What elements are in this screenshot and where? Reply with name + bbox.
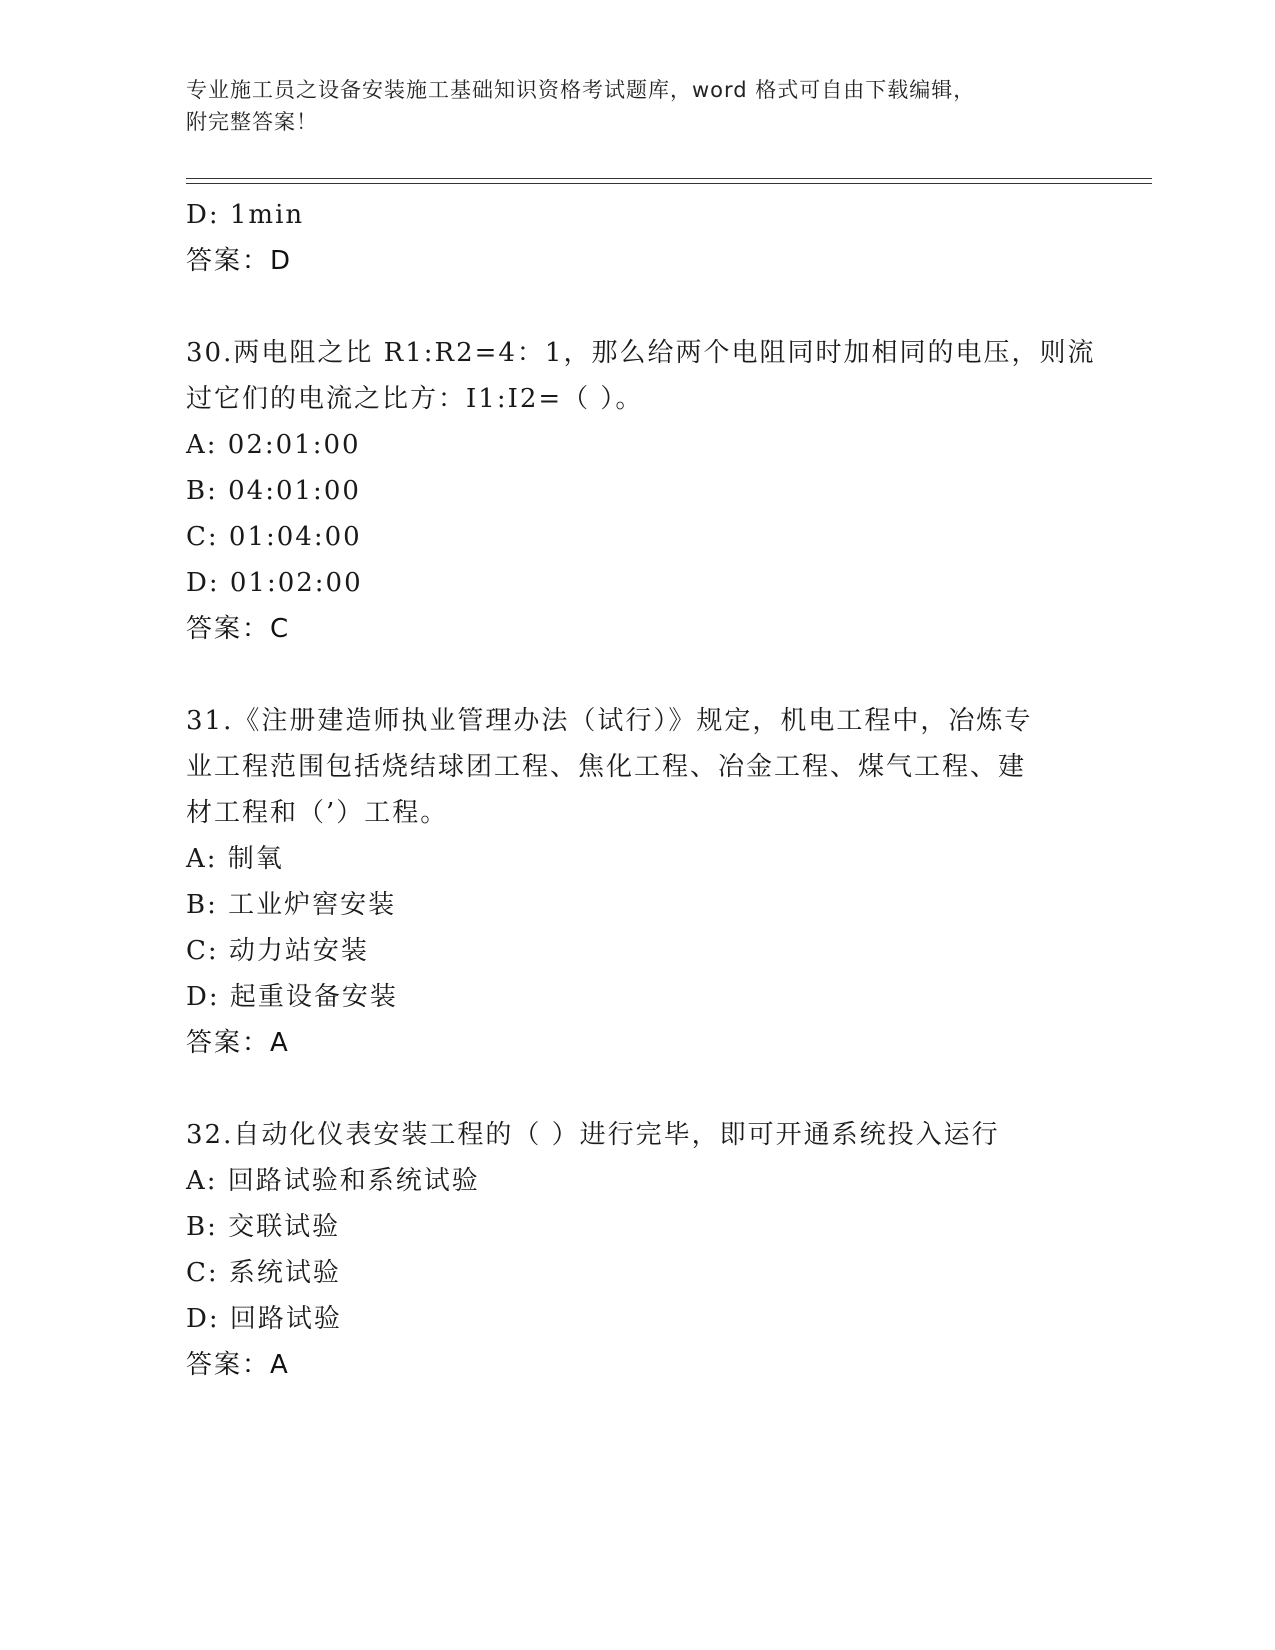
option-b: B: 工业炉窖安装 [186, 890, 397, 920]
header-divider-bottom [186, 183, 1152, 184]
question-stem-line: 过它们的电流之比方：I1:I2=（ ）。 [186, 384, 644, 414]
answer-label: 答案：C [186, 614, 291, 644]
header-title-line-2: 附完整答案！ [186, 110, 318, 134]
option-a: A: 回路试验和系统试验 [186, 1166, 480, 1196]
spacer [186, 1066, 1146, 1112]
answer-label: 答案：A [186, 1350, 290, 1380]
option-a: A: 制氧 [186, 844, 284, 874]
question-content [186, 192, 1146, 1388]
question-32 [186, 1112, 1146, 1388]
option-d: D: 01:02:00 [186, 568, 363, 598]
question-30 [186, 330, 1146, 652]
question-stem-line: 业工程范围包括烧结球团工程、焦化工程、冶金工程、煤气工程、建 [186, 752, 1027, 782]
option-c: C: 动力站安装 [186, 936, 369, 966]
answer-label: 答案：A [186, 1028, 290, 1058]
option-c: C: 系统试验 [186, 1258, 341, 1288]
option-b: B: 04:01:00 [186, 476, 361, 506]
option-d: D: 1min [186, 200, 305, 230]
option-b: B: 交联试验 [186, 1212, 341, 1242]
option-d: D: 回路试验 [186, 1304, 342, 1334]
answer-label: 答案：D [186, 246, 293, 276]
question-stem-line: 31.《注册建造师执业管理办法（试行）》规定，机电工程中，冶炼专 [186, 706, 1033, 736]
header-divider-top [186, 178, 1152, 179]
spacer [186, 284, 1146, 330]
option-a: A: 02:01:00 [186, 430, 361, 460]
question-29-tail [186, 192, 1146, 284]
question-stem-line: 30.两电阻之比 R1:R2=4：1，那么给两个电阻同时加相同的电压，则流 [186, 338, 1096, 368]
question-stem-line: 材工程和（’）工程。 [186, 798, 449, 828]
question-stem-line: 32.自动化仪表安装工程的（ ）进行完毕，即可开通系统投入运行 [186, 1120, 1000, 1150]
document-header [186, 74, 1086, 138]
header-title-line-1: 专业施工员之设备安装施工基础知识资格考试题库，word 格式可自由下载编辑， [186, 78, 976, 102]
option-d: D: 起重设备安装 [186, 982, 398, 1012]
spacer [186, 652, 1146, 698]
question-31 [186, 698, 1146, 1066]
option-c: C: 01:04:00 [186, 522, 362, 552]
